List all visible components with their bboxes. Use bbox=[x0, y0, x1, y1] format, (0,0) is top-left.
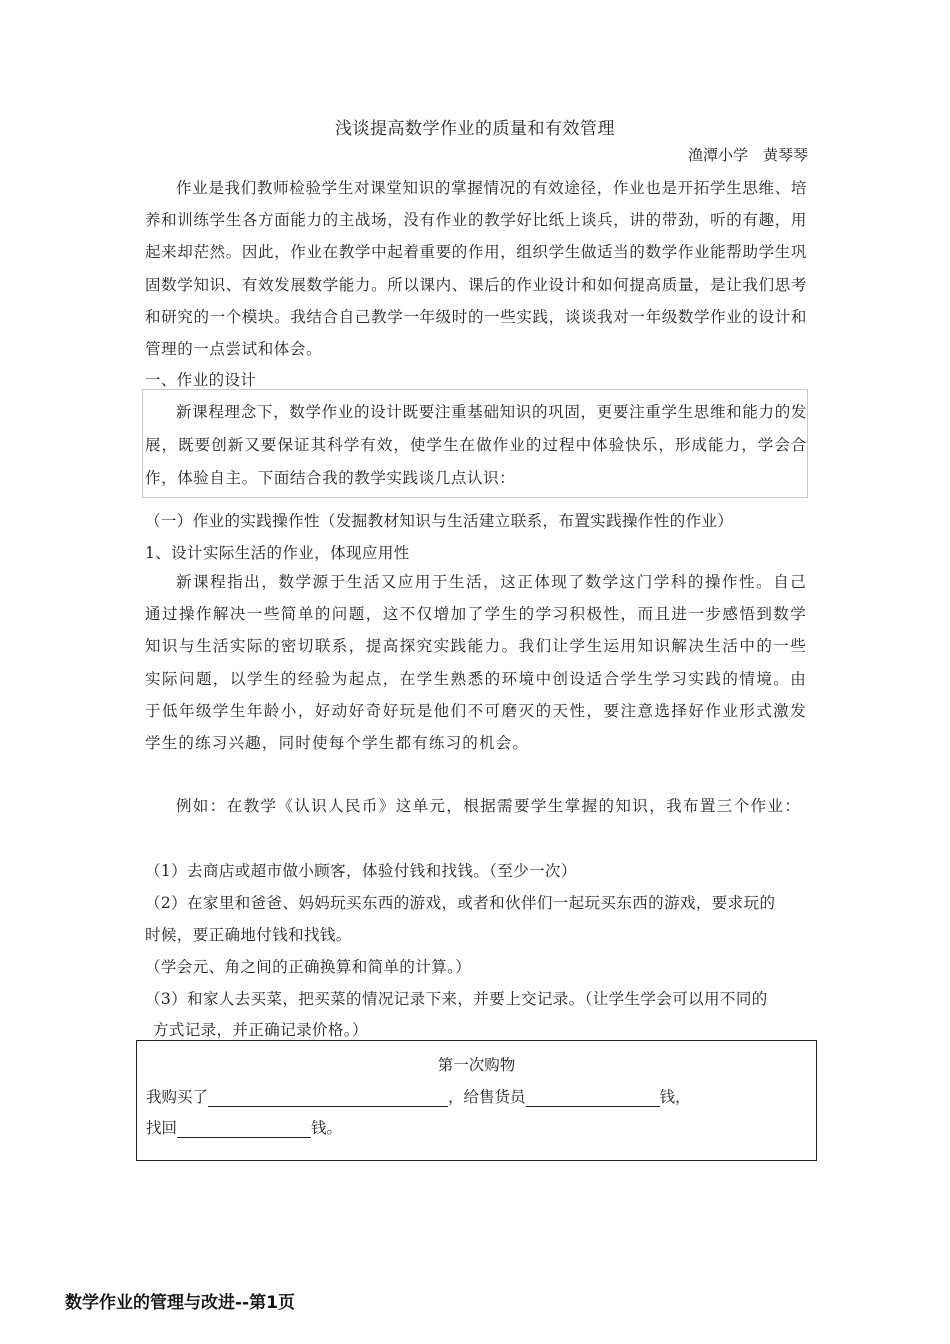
example-paragraph bbox=[145, 790, 807, 822]
purchased-item-blank[interactable] bbox=[208, 1090, 448, 1107]
homework-item-2-line1: （2）在家里和爸爸、妈妈玩买东西的游戏，或者和伙伴们一起玩买东西的游戏，要求玩的 bbox=[145, 894, 776, 912]
boxed-paragraph bbox=[145, 396, 807, 495]
section-heading-design: 一、作业的设计 bbox=[145, 371, 257, 389]
change-amount-blank[interactable] bbox=[177, 1121, 311, 1138]
practice-paragraph-text: 新课程指出，数学源于生活又应用于生活，这正体现了数学这门学科的操作性。自己通过操作解决一些简单的问题，这不仅增加了学生的学习积极性，而且进一步感悟到数学知识与生活实际的密切联系，提高探究实践能力。我们让学生运用知识解决生活中的一些实际问题，以学生的经验为起点，在学生熟悉的环境中创设适合学生学习实践的情境。由于低年级学生年龄小，好动好奇好玩是他们不可磨灭的天性，要注意选择好作业形式激发学生的练习兴趣，同时使每个学生都有练习的机会。 bbox=[145, 573, 807, 753]
paid-label: ，给售货员 bbox=[448, 1088, 526, 1106]
shopping-record-form bbox=[136, 1040, 817, 1161]
author-line: 渔潭小学 黄琴琴 bbox=[687, 146, 808, 164]
subheading-practice: （一）作业的实践操作性（发掘教材知识与生活建立联系，布置实践操作性的作业） bbox=[145, 512, 734, 530]
shopping-row-purchase bbox=[146, 1085, 691, 1107]
subheading-real-life: 1、设计实际生活的作业，体现应用性 bbox=[145, 544, 410, 562]
purchase-label: 我购买了 bbox=[146, 1088, 209, 1106]
example-text: 例如：在教学《认识人民币》这单元，根据需要学生掌握的知识，我布置三个作业： bbox=[176, 797, 802, 815]
intro-paragraph bbox=[145, 172, 807, 365]
paid-amount-blank[interactable] bbox=[526, 1090, 660, 1107]
boxed-paragraph-frame bbox=[142, 389, 808, 498]
practice-paragraph bbox=[145, 566, 807, 759]
homework-item-1: （1）去商店或超市做小顾客，体验付钱和找钱。（至少一次） bbox=[145, 862, 577, 880]
page-footer: 数学作业的管理与改进--第1页 bbox=[65, 1293, 295, 1313]
shopping-form-title: 第一次购物 bbox=[437, 1056, 516, 1074]
shopping-row-change bbox=[146, 1116, 342, 1138]
homework-item-2-line2: 时候，要正确地付钱和找钱。 bbox=[145, 926, 352, 944]
document-title: 浅谈提高数学作业的质量和有效管理 bbox=[335, 119, 615, 139]
paid-suffix: 钱， bbox=[659, 1088, 691, 1106]
homework-item-3-line2: 方式记录，并正确记录价格。） bbox=[153, 1021, 368, 1039]
change-suffix: 钱。 bbox=[311, 1119, 343, 1137]
boxed-paragraph-text: 新课程理念下，数学作业的设计既要注重基础知识的巩固，更要注重学生思维和能力的发展，既要创新又要保证其科学有效，使学生在做作业的过程中体验快乐，形成能力，学会合作，体验自主。下面结合我的教学实践谈几点认识： bbox=[145, 403, 807, 487]
change-label: 找回 bbox=[146, 1119, 178, 1137]
intro-text: 作业是我们教师检验学生对课堂知识的掌握情况的有效途径，作业也是开拓学生思维、培养和训练学生各方面能力的主战场，没有作业的教学好比纸上谈兵，讲的带劲，听的有趣，用起来却茫然。因此，作业在教学中起着重要的作用，组织学生做适当的数学作业能帮助学生巩固数学知识、有效发展数学能力。所以课内、课后的作业设计和如何提高质量，是让我们思考和研究的一个模块。我结合自己教学一年级时的一些实践，谈谈我对一年级数学作业的设计和管理的一点尝试和体会。 bbox=[145, 179, 807, 359]
homework-item-2-note: （学会元、角之间的正确换算和简单的计算。） bbox=[145, 958, 472, 976]
homework-item-3-line1: （3）和家人去买菜，把买菜的情况记录下来，并要上交记录。（让学生学会可以用不同的 bbox=[145, 990, 768, 1008]
